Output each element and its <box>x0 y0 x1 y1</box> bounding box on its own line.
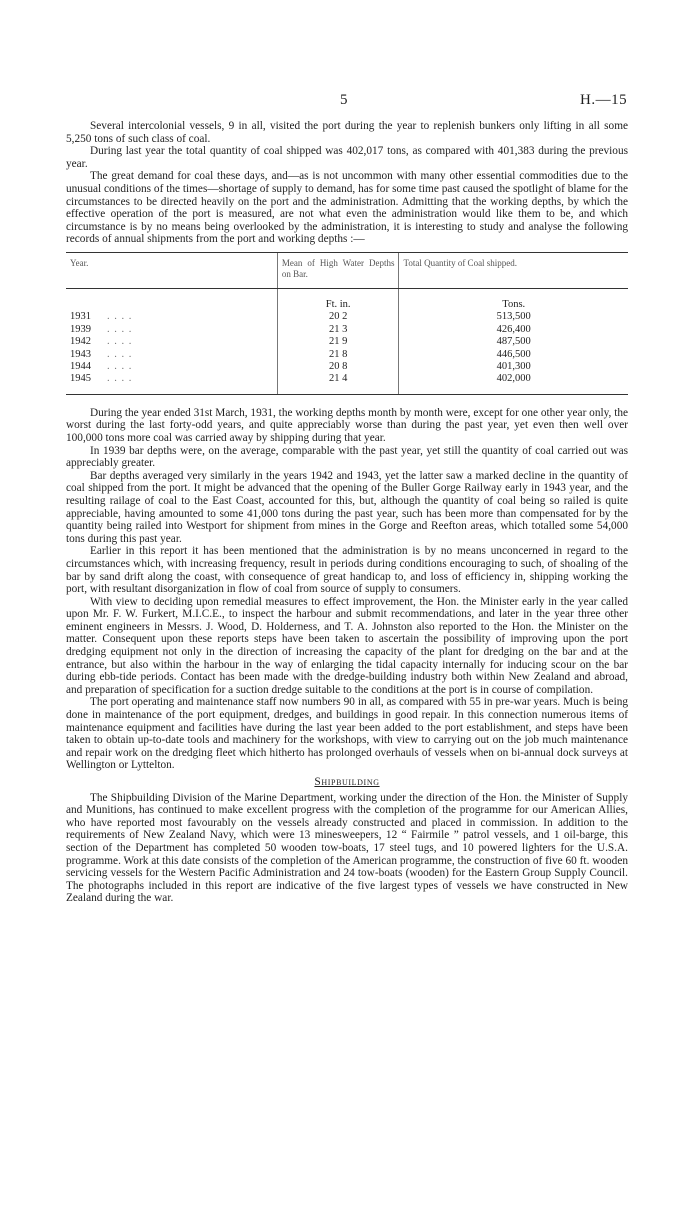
depth-cell: 21 4 <box>277 373 399 394</box>
table-row <box>66 324 628 336</box>
units-year <box>66 288 277 311</box>
leader-dots: . . . . <box>107 360 133 372</box>
paragraph: During the year ended 31st March, 1931, the working depths month by month were, except for one other year only, the worst during the last forty-odd years, and quite appreciably worse than during the past year, yet even then well over 100,000 tons more coal was carried away by shipping during that year. <box>66 406 628 444</box>
tons-cell: 446,500 <box>399 349 628 361</box>
leader-dots: . . . . <box>107 336 133 348</box>
year-cell: 1931 <box>70 311 91 323</box>
report-body <box>66 120 628 905</box>
tons-cell: 401,300 <box>399 361 628 373</box>
leader-dots: . . . . <box>107 311 133 323</box>
paragraph: The Shipbuilding Division of the Marine Department, working under the direction of the Hon. the Minister of Supply and Munitions, has continued to make excellent progress with the completion of the programme for our American Allies, who have reported most favourably on the vessels already constructed and placed in commission. In addition to the requirements of New Zealand Navy, which were 13 minesweepers, 12 “ Fairmile ” patrol vessels, and 1 oil-barge, this section of the Department has completed 50 wooden tow-boats, 17 steel tugs, and 10 powered lighters for the U.S.A. programme. Work at this date consists of the completion of the American programme, the construction of five 60 ft. wooden servicing vessels for the Western Pacific Administration and 24 tow-boats (wooden) for the Eastern Group Supply Council. The photographs included in this report are indicative of the five largest types of vessels we have constructed in New Zealand during the war. <box>66 791 628 905</box>
paragraph: With view to deciding upon remedial measures to effect improvement, the Hon. the Minister early in the year called upon Mr. F. W. Furkert, M.I.C.E., to inspect the harbour and submit recommendations, and later in the year three other eminent engineers in Messrs. J. Wood, D. Holderness, and T. A. Johnston also reported to the Hon. the Minister on the matter. Consequent upon these reports steps have been taken to ascertain the possibility of improving upon the port dredging equipment not only in the direction of increasing the capacity of the plant for dredging on the bar and at the entrance, but also within the harbour in the way of enlarging the tidal capacity internally for inducing scour on the bar during ebb-tide periods. Contact has been made with the dredge-building industry both within New Zealand and abroad, and preparation of specification for a suction dredge suitable to the conditions at the port is in course of compilation. <box>66 595 628 696</box>
year-cell: 1944 <box>70 360 91 372</box>
paragraph: Several intercolonial vessels, 9 in all, visited the port during the year to replenish bunkers only lifting in all some 5,250 tons of such class of coal. <box>66 120 628 145</box>
tons-cell: 487,500 <box>399 336 628 348</box>
paragraph: In 1939 bar depths were, on the average, comparable with the past year, yet still the quantity of coal carried out was appreciably greater. <box>66 444 628 470</box>
table-row <box>66 336 628 348</box>
document-reference: H.—15 <box>580 92 628 108</box>
paragraph: The port operating and maintenance staff now numbers 90 in all, as compared with 55 in pre-war years. Much is being done in maintenance of the port equipment, dredges, and buildings in good repair. In this connection numerous items of maintenance equipment and facilities have during the last year been added to the port establishment, and steps have been taken to obtain up-to-date tools and machinery for the workshops, with view to carrying out on the job much maintenance and repair work on the dredging fleet which hitherto has prolonged overhauls of vessels when on bi-annual dock surveys at Wellington or Lyttelton. <box>66 696 628 772</box>
page-number: 5 <box>340 92 348 108</box>
depth-cell: 21 9 <box>277 336 399 348</box>
units-tons: Tons. <box>399 288 628 311</box>
year-cell: 1943 <box>70 348 91 360</box>
paragraph: During last year the total quantity of coal shipped was 402,017 tons, as compared with 401,383 during the previous year. <box>66 145 628 170</box>
units-depth: Ft. in. <box>277 288 399 311</box>
year-cell: 1945 <box>70 373 91 385</box>
table-row <box>66 349 628 361</box>
leader-dots: . . . . <box>107 373 133 385</box>
tons-cell: 402,000 <box>399 373 628 394</box>
column-header-year: Year. <box>66 252 277 288</box>
leader-dots: . . . . <box>107 323 133 335</box>
table-row <box>66 373 628 394</box>
table-units-row <box>66 288 628 311</box>
leader-dots: . . . . <box>107 348 133 360</box>
tons-cell: 513,500 <box>399 311 628 323</box>
depth-cell: 20 8 <box>277 361 399 373</box>
column-header-depth: Mean of High Water Depths on Bar. <box>277 252 399 288</box>
depth-cell: 21 8 <box>277 349 399 361</box>
table-row <box>66 311 628 323</box>
tons-cell: 426,400 <box>399 324 628 336</box>
section-heading-shipbuilding: Shipbuilding <box>314 776 380 788</box>
paragraph: The great demand for coal these days, and—as is not uncommon with many other essential commodities due to the unusual conditions of the times—shortage of supply to demand, has for some time past caused the spotlight of blame for the circumstances to be directed heavily on the port and the administration. Admitting that the working depths, by which the effective operation of the port is measured, are not what even the administration would like them to be, and which circumstance is by no means being overlooked by the administration, it is interesting to study and analyse the following records of annual shipments from the port and working depths :— <box>66 170 628 246</box>
table-row <box>66 361 628 373</box>
year-cell: 1939 <box>70 323 91 335</box>
depth-cell: 20 2 <box>277 311 399 323</box>
column-header-tons: Total Quantity of Coal shipped. <box>399 252 628 288</box>
paragraph: Earlier in this report it has been mentioned that the administration is by no means unconcerned in regard to the circumstances which, with increasing frequency, result in periods during conditions encouraging to such, of shoaling of the bar by sand drift along the coast, with consequence of great handicap to, and loss of efficiency in, shipping working the port, with resultant disorganization in flow of coal from source of supply to consumers. <box>66 545 628 596</box>
table-header-row <box>66 252 628 288</box>
coal-shipments-table <box>66 252 628 395</box>
paragraph: Bar depths averaged very similarly in the years 1942 and 1943, yet the latter saw a marked decline in the quantity of coal shipped from the port. It might be advanced that the opening of the Buller Gorge Railway early in 1943 year, and the resulting railage of coal to the East Coast, accounted for this, but, although the quantity of coal being so railed is quite appreciable, having amounted to some 41,000 tons during the past year, such has been more than compensated for by the quantity being railed into Westport for shipment from mines in the Gorge and Reefton areas, which totalled some 54,000 tons during this past year. <box>66 469 628 545</box>
year-cell: 1942 <box>70 336 91 348</box>
depth-cell: 21 3 <box>277 324 399 336</box>
page-header <box>0 92 700 112</box>
